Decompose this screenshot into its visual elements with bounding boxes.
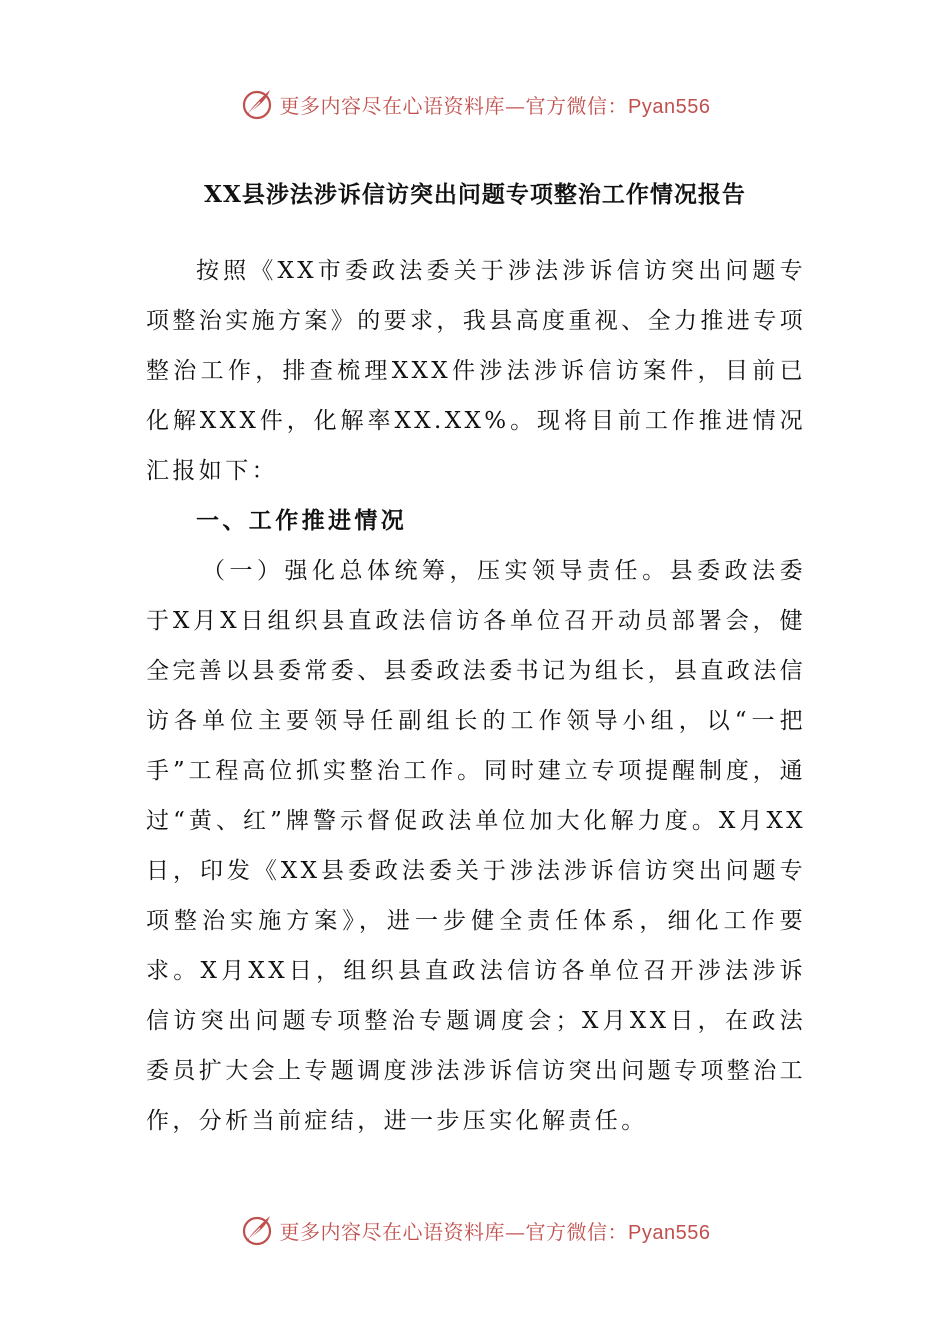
intro-paragraph: 按照《XX市委政法委关于涉法涉诉信访突出问题专项整治实施方案》的要求，我县高度重视、全力推进专项整治工作，排查梳理XXX件涉法涉诉信访案件，目前已化解XXX件，化解率XX.XX%。现将目前工作推进情况汇报如下： [146,258,806,484]
watermark-wechat-id: Pyan556 [628,95,711,118]
watermark-wechat-id: Pyan556 [628,1221,711,1244]
section-heading: 一、工作推进情况 [196,507,408,534]
document-title: XX县涉法涉诉信访突出问题专项整治工作情况报告 [204,181,746,208]
section-paragraph: （一）强化总体统筹，压实领导责任。县委政法委于X月X日组织县直政法信访各单位召开动员部署会，健全完善以县委常委、县委政法委书记为组长，县直政法信访各单位主要领导任副组长的工作领导小组，以“一把手”工程高位抓实整治工作。同时建立专项提醒制度，通过“黄、红”牌警示督促政法单位加大化解力度。X月XX日，印发《XX县委政法委关于涉法涉诉信访突出问题专项整治实施方案》，进一步健全责任体系，细化工作要求。X月XX日，组织县直政法信访各单位召开涉法涉诉信访突出问题专项整治专题调度会；X月XX日，在政法委员扩大会上专题调度涉法涉诉信访突出问题专项整治工作，分析当前症结，进一步压实化解责任。 [146,558,806,1134]
watermark-banner-top [0,84,950,124]
document-body [146,246,806,1146]
watermark-text: 更多内容尽在心语资料库—官方微信： [279,1219,629,1244]
quill-pen-logo-icon [240,1212,276,1248]
watermark-banner-bottom [0,1210,950,1250]
quill-pen-logo-icon [240,86,276,122]
watermark-text: 更多内容尽在心语资料库—官方微信： [279,93,629,118]
